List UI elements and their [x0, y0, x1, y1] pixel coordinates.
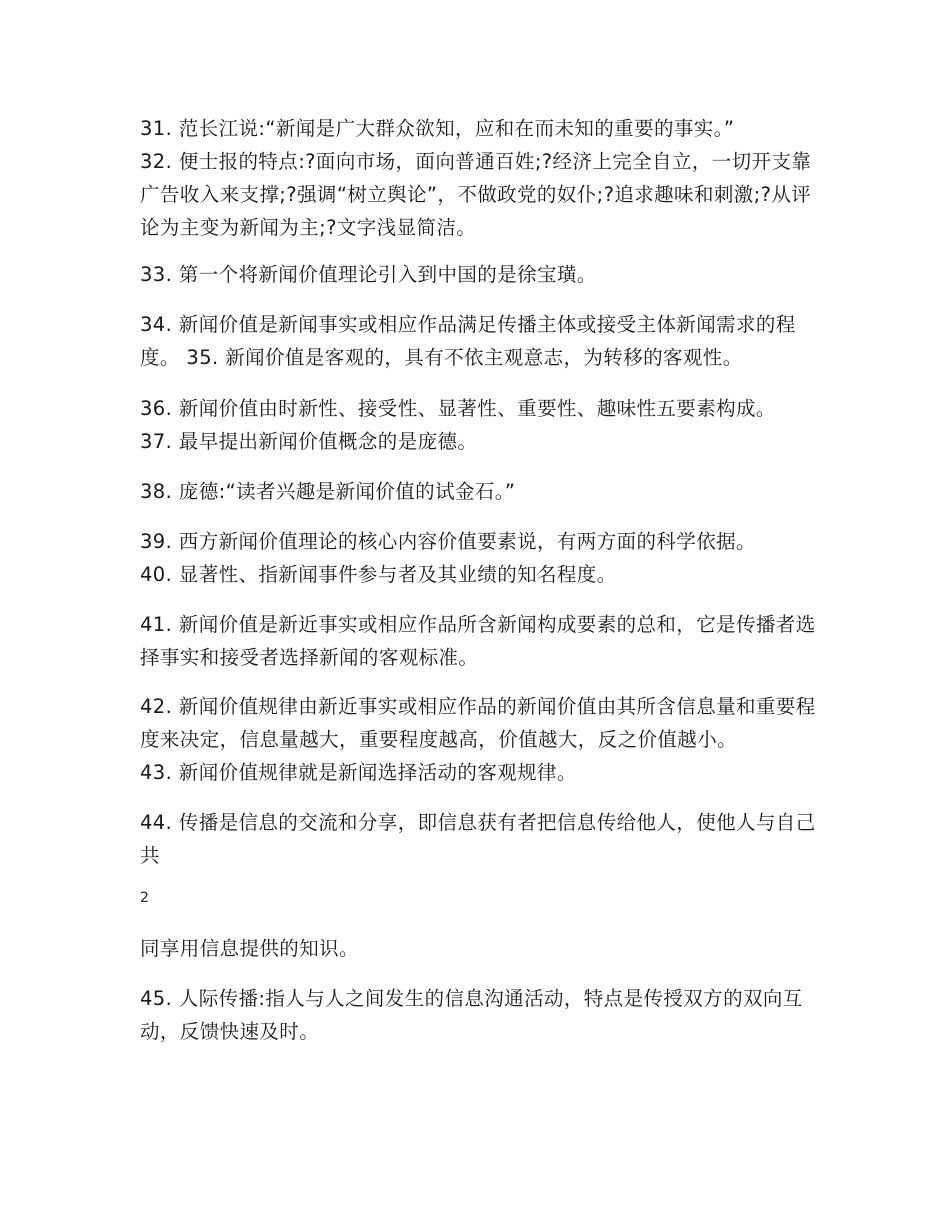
item-41: 41. 新闻价值是新近事实或相应作品所含新闻构成要素的总和，它是传播者选择事实和接受者选择新闻的客观标准。 [140, 613, 816, 669]
item-43: 43. 新闻价值规律就是新闻选择活动的客观规律。 [140, 761, 577, 784]
item-37: 37. 最早提出新闻价值概念的是庞德。 [140, 430, 478, 453]
item-34-35: 34. 新闻价值是新闻事实或相应作品满足传播主体或接受主体新闻需求的程度。 35. 新闻价值是客观的，具有不依主观意志，为转移的客观性。 [140, 313, 796, 369]
item-36: 36. 新闻价值由时新性、接受性、显著性、重要性、趣味性五要素构成。 [140, 397, 776, 420]
item-45: 45. 人际传播:指人与人之间发生的信息沟通活动，特点是传授双方的双向互动，反馈快速及时。 [140, 987, 803, 1043]
item-42: 42. 新闻价值规律由新近事实或相应作品的新闻价值由其所含信息量和重要程度来决定，信息量越大，重要程度越高，价值越大，反之价值越小。 [140, 695, 816, 751]
page-number: 2 [140, 890, 149, 906]
item-39: 39. 西方新闻价值理论的核心内容价值要素说，有两方面的科学依据。 [140, 530, 756, 553]
item-38: 38. 庞德:“读者兴趣是新闻价值的试金石。” [140, 480, 516, 503]
item-31: 31. 范长江说:“新闻是广大群众欲知，应和在而未知的重要的事实。” [140, 117, 735, 140]
item-40: 40. 显著性、指新闻事件参与者及其业绩的知名程度。 [140, 563, 617, 586]
item-44-continued: 同享用信息提供的知识。 [140, 937, 359, 960]
item-33: 33. 第一个将新闻价值理论引入到中国的是徐宝璜。 [140, 263, 597, 286]
item-32: 32. 便士报的特点:?面向市场，面向普通百姓;?经济上完全自立，一切开支靠广告收入来支撑;?强调“树立舆论”，不做政党的奴仆;?追求趣味和刺激;?从评论为主变为新闻为主;?文字浅显简洁。 [140, 150, 812, 239]
item-44: 44. 传播是信息的交流和分享，即信息获有者把信息传给他人，使他人与自己共 [140, 811, 816, 867]
